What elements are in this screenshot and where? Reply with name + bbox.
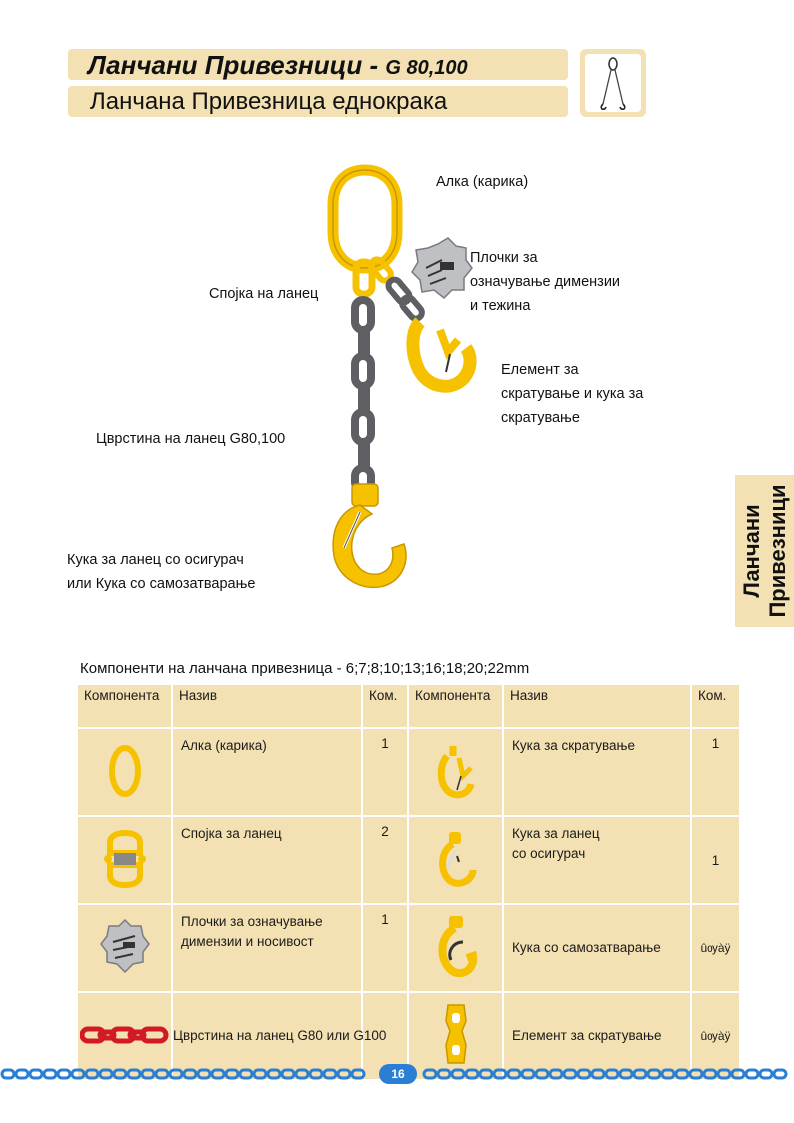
chain-link — [746, 1070, 758, 1078]
component-name — [503, 816, 691, 904]
chain-link — [592, 1070, 604, 1078]
chain-link — [352, 1070, 364, 1078]
component-name-line2: димензии и носивост — [181, 934, 314, 949]
section-side-tab — [735, 475, 794, 627]
page-title: Ланчани Привезници - G 80,100 — [88, 50, 468, 80]
chain-link — [578, 1070, 590, 1078]
chain-link — [2, 1070, 14, 1078]
chain-link — [114, 1070, 126, 1078]
chain-link — [494, 1070, 506, 1078]
component-name-line1: Плочки за означување — [181, 914, 323, 929]
component-name-line2: со осигурач — [512, 846, 586, 861]
chain-link — [774, 1070, 786, 1078]
chain-link — [16, 1070, 28, 1078]
component-qty: ûѹàÿ — [691, 992, 740, 1080]
chain-link — [58, 1070, 70, 1078]
chain-link — [466, 1070, 478, 1078]
connecting-link-icon — [77, 816, 172, 904]
safety-hook-icon — [333, 484, 406, 587]
table-header-row — [77, 684, 740, 728]
side-tab-line1: Ланчани — [738, 504, 764, 598]
chain-link — [522, 1070, 534, 1078]
header-qty-2: Ком. — [691, 684, 740, 728]
page-subtitle: Ланчана Привезница еднокрака — [90, 88, 448, 115]
chain-link — [268, 1070, 280, 1078]
label-shortening-3: скратување — [501, 410, 580, 426]
chain-link — [226, 1070, 238, 1078]
component-qty: 1 — [691, 816, 740, 904]
chain-link — [254, 1070, 266, 1078]
page-number: 16 — [379, 1064, 417, 1084]
chain-link — [438, 1070, 450, 1078]
chain-link — [634, 1070, 646, 1078]
table-row — [77, 728, 740, 816]
chain-link — [704, 1070, 716, 1078]
component-name: Кука за скратување — [503, 728, 691, 816]
chain-link — [480, 1070, 492, 1078]
chain-link — [508, 1070, 520, 1078]
chain-link — [564, 1070, 576, 1078]
table-row — [77, 816, 740, 904]
header-name: Назив — [172, 684, 362, 728]
chain-link — [424, 1070, 436, 1078]
label-id-tag-1: Плочки за — [470, 250, 538, 266]
id-tag-icon — [412, 238, 472, 298]
chain-link — [296, 1070, 308, 1078]
chain-link — [732, 1070, 744, 1078]
chain-link — [550, 1070, 562, 1078]
chain-link — [282, 1070, 294, 1078]
table-row — [77, 904, 740, 992]
component-qty: 2 — [362, 816, 408, 904]
chain-link — [662, 1070, 674, 1078]
chain-link — [72, 1070, 84, 1078]
chain-link — [452, 1070, 464, 1078]
shortening-hook-icon — [408, 728, 503, 816]
chain-link — [606, 1070, 618, 1078]
label-id-tag-3: и тежина — [470, 298, 531, 314]
master-link-icon — [333, 170, 397, 268]
component-qty: 1 — [362, 728, 408, 816]
component-name: Кука со самозатварање — [503, 904, 691, 992]
component-name-line1: Кука за ланец — [512, 826, 600, 841]
label-connecting-link: Спојка на ланец — [209, 286, 319, 302]
components-caption: Компоненти на ланчана привезница - 6;7;8;10;13;16;18;20;22mm — [80, 660, 530, 677]
chain-link — [44, 1070, 56, 1078]
chain-link — [718, 1070, 730, 1078]
component-qty: 1 — [362, 904, 408, 992]
label-shortening-1: Елемент за — [501, 362, 579, 378]
header-name-2: Назив — [503, 684, 691, 728]
component-name: Спојка за ланец — [172, 816, 362, 904]
chain-link — [100, 1070, 112, 1078]
header-qty: Ком. — [362, 684, 408, 728]
label-chain: Цврстина на ланец G80,100 — [96, 431, 286, 447]
chain-link — [324, 1070, 336, 1078]
self-locking-hook-icon — [408, 904, 503, 992]
id-tag-icon — [77, 904, 172, 992]
safety-hook-icon — [408, 816, 503, 904]
chain-link — [690, 1070, 702, 1078]
chain-link — [338, 1070, 350, 1078]
chain-link — [86, 1070, 98, 1078]
component-name: Цврстина на ланец G80 или G100 — [172, 992, 362, 1080]
label-shortening-2: скратување и кука за — [501, 386, 644, 402]
chain-link — [760, 1070, 772, 1078]
label-master-link: Алка (карика) — [436, 174, 529, 190]
label-hook-1: Кука за ланец со осигурач — [67, 552, 244, 568]
component-name: Елемент за скратување — [503, 992, 691, 1080]
components-table — [76, 683, 741, 1081]
chain-link — [184, 1070, 196, 1078]
chain-link — [212, 1070, 224, 1078]
header-component: Компонента — [77, 684, 172, 728]
side-tab-line2: Привезници — [764, 484, 790, 618]
component-name — [172, 904, 362, 992]
chain-icon — [355, 300, 371, 490]
chain-link — [536, 1070, 548, 1078]
chain-link — [170, 1070, 182, 1078]
chain-link — [142, 1070, 154, 1078]
component-name: Алка (карика) — [172, 728, 362, 816]
label-hook-2: или Кука со самозатварање — [67, 576, 256, 592]
chain-link — [198, 1070, 210, 1078]
chain-link — [240, 1070, 252, 1078]
shortening-hook-icon — [413, 322, 470, 386]
header-component-2: Компонента — [408, 684, 503, 728]
chain-link — [310, 1070, 322, 1078]
component-qty: 1 — [691, 728, 740, 816]
chain-link — [648, 1070, 660, 1078]
master-link-icon — [77, 728, 172, 816]
chain-link — [128, 1070, 140, 1078]
label-id-tag-2: означување димензии — [470, 274, 621, 290]
chain-link — [676, 1070, 688, 1078]
chain-link — [620, 1070, 632, 1078]
chain-link — [156, 1070, 168, 1078]
chain-link — [30, 1070, 42, 1078]
component-qty: ûѹàÿ — [691, 904, 740, 992]
